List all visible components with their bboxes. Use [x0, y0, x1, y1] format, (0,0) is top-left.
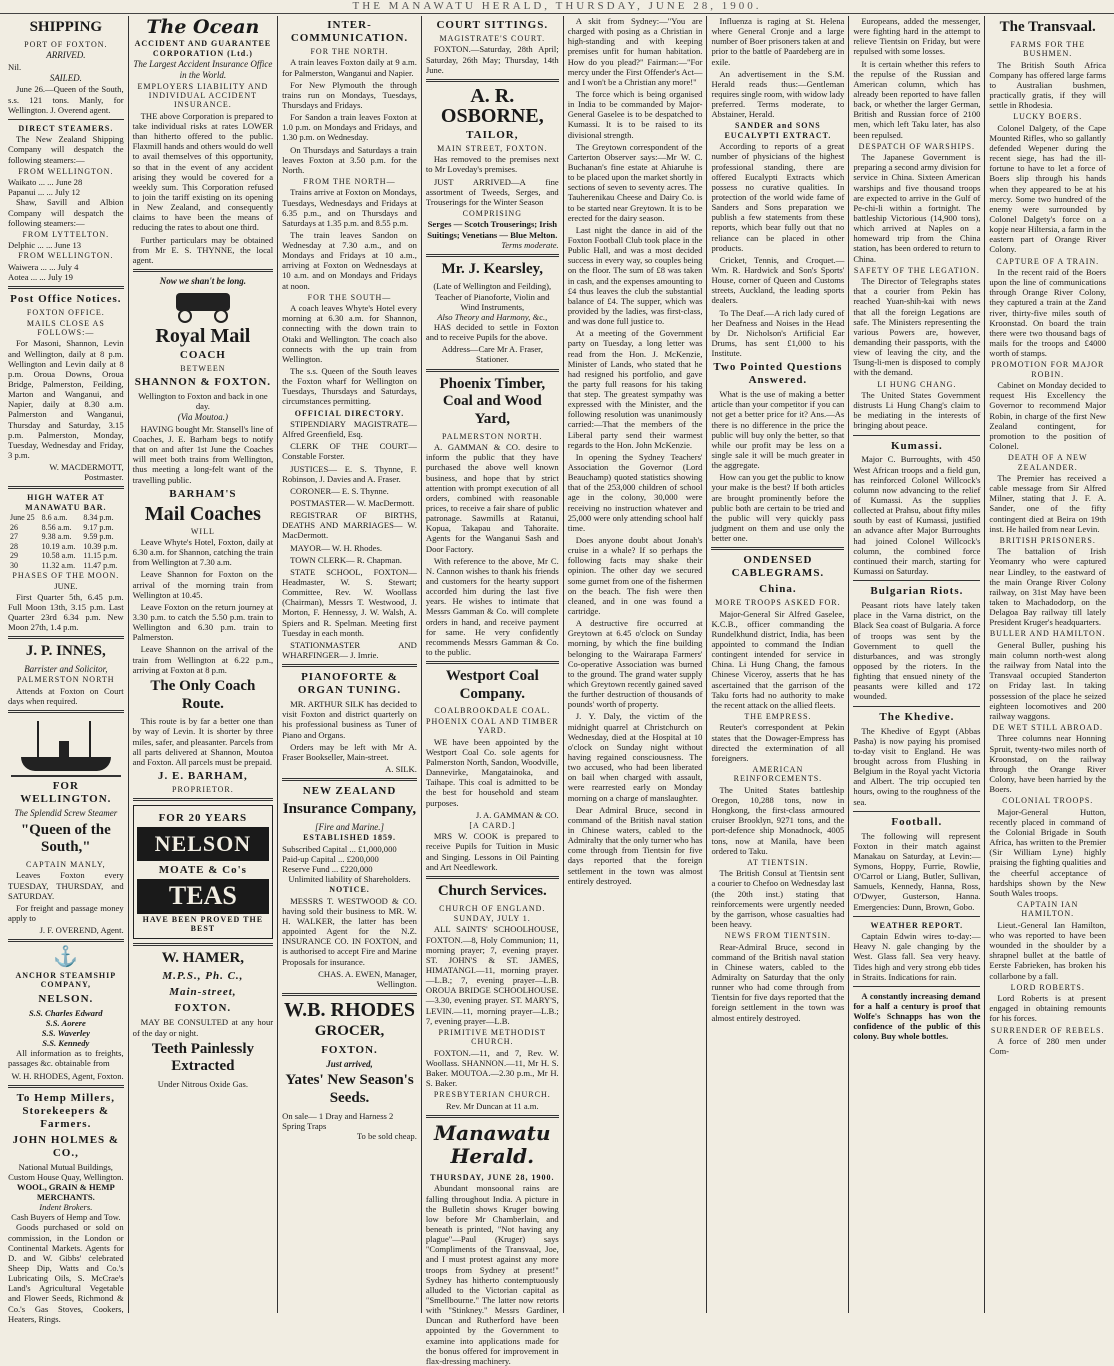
lihung-text: The United States Government distrusts Li Hung Chang's claim to be mediating in the interests of bringing about peace. [853, 389, 981, 431]
yates-seeds: Yates' New Season's Seeds. [285, 1072, 414, 1106]
westport-title: Westport Coal Company. [445, 668, 539, 702]
news-paragraph: It is certain whether this refers to the repulse of the Russian and American column, which has already been reported to have fallen back, or whether the larger German, British and Russian force of 2100 men, which left Taku later, has also been repulsed. [853, 58, 981, 140]
tide-cell: 8.6 a.m. [41, 513, 68, 523]
two-pointed-title: Two Pointed Questions Answered. [713, 361, 843, 387]
direct-steamers-heading: DIRECT STEAMERS. [18, 123, 114, 133]
tide-title: HIGH WATER AT MANAWATU BAR. [25, 493, 107, 512]
rhodes-title: W.B. RHODES [284, 999, 415, 1022]
death-text: The Premier has received a cable message from Sir Alfred Milner, stating that J. F. A. Sander, one of the fifty contingent died at Beira on 19th inst. He hailed from near Levin. [989, 472, 1107, 534]
directory-entry: STATE SCHOOL, FOXTON— Headmaster, W. S. Stewart; Committee, Rev. W. Woollass (Chairman), Messrs T. Westwood, J. Morton, F. Hennessy, J. W. Walsh, A. Spiers and R. Spelman. Meeting first Tuesday in each month. [282, 566, 417, 638]
farms-heading: FARMS FOR THE BUSHMEN. [1010, 39, 1085, 59]
tide-cell: 9.17 p.m. [83, 522, 114, 532]
arrived-value: Nil. [8, 61, 22, 72]
established: ESTABLISHED 1859. [303, 833, 396, 843]
coach-schedule: Leave Shannon for Foxton on the arrival of the morning train from Wellington at 10.45. [132, 569, 274, 600]
despatch-text: The Japanese Government is preparing a second army division for service in China. Sixteen American warships and five thousand troops are expected to arrive in the Gulf of Pe-chi-li within a fortnight. The battleship Victorious (14,900 tons), which arrived at Naples on a homeward trip from the China station, has been ordered to return to China. [853, 152, 981, 264]
teas-banner: TEAS [137, 879, 269, 914]
tide-cell: 11.47 p.m. [83, 560, 118, 570]
coach-icon [168, 289, 238, 323]
post-office-title: Post Office Notices. [10, 293, 122, 306]
news-paragraph: Does anyone doubt about Jonah's cruise in a whale? If so perhaps the following facts may shake their opinion. The other day we secured some gurnet from one of the fishermen on the beach. The fish were then cleaned, and in one was found a cartridge. [567, 535, 703, 617]
piano-orders: Orders may be left with Mr A. Fraser Bookseller, Main-street. [282, 741, 417, 762]
news-paragraph: The Greytown correspondent of the Carterton Observer says:—Mr W. C. Buchanan's fine estate at Ahiaruhe is to be placed upon the market shortly in sections of seven to seventy acres. The Tauherenikau Cheese and Dairy Co. is to be started near Greytown. It is to be erected for the dairy season. [567, 141, 703, 223]
news-paragraph: Cricket, Tennis, and Croquet.—Wm. R. Hardwick and Son's Sports' House, corner of Queen and Customs streets, Auckland, the leading sports dealers. [711, 254, 845, 306]
column-2 [129, 16, 278, 1313]
train-text: For Sandon a train leaves Foxton at 1.0 p.m. on Mondays and Fridays, and 1.30 p.m. on Wednesday. [282, 112, 417, 143]
nelson-banner: NELSON [137, 827, 269, 861]
dewet-text: Three columns near Honning Spruit, twenty-two miles north of Kroonstad, on the railway through the Orange River Colony, have been harried by the Boers. [989, 733, 1107, 795]
coalbrook: COALBROOKDALE COAL. [434, 706, 551, 716]
ship-name: S.S. Waverley [41, 1028, 90, 1039]
barhams: BARHAM'S [169, 487, 237, 500]
inter-title: INTER-COMMUNICATION. [290, 19, 409, 44]
will: WILL [190, 526, 215, 536]
notice-text: MESSRS T. WESTWOOD & CO. having sold their business to MR. W. H. WALKER, the latter has been appointed Agent for the N.Z. INSURANCE CO. IN FOXTON, and is authorised to accept Fire and Marine Proposals for insurance. [282, 895, 417, 967]
directory-entry: POSTMASTER— W. MacDermott. [290, 498, 415, 509]
arrived-heading: ARRIVED. [46, 50, 86, 61]
ocean-tag: The Largest Accident Insurance Office in the World. [133, 59, 273, 80]
column-6 [707, 16, 849, 1313]
piano-title: PIANOFORTE & ORGAN TUNING. [297, 671, 402, 697]
editorial-text: Abundant monsoonal rains are falling throughout India. A picture in the Bulletin shows Kruger bowing low before Mr Chamberlain, and beneath is printed, "Not having any plague"—Paul (Kruger) says "Compliments of the Transvaal, Joe, and I must protest against any more troops from Sydney at present!" Sydney has hitherto contemptuously alluded to the Victorian capital as "Smellbourne." The latter now retorts with "Stinkney." Messrs Gardiner, Duncan and Rutherford have been appointed by the Government to examine into applications made for the bonus offered for improvement in flax-dressing machinery. [425, 1183, 559, 1366]
wgtn-day: Wellington to Foxton and back in one day. [138, 390, 268, 412]
holmes-address: National Mutual Buildings, Custom House Quay, Wellington. [8, 1161, 124, 1182]
silk-sign: A. SILK. [385, 763, 417, 774]
column-5 [564, 16, 708, 1313]
sold-cheap: To be sold cheap. [356, 1130, 417, 1141]
grocer: GROCER, [314, 1023, 385, 1040]
port-heading: PORT OF FOXTON. [24, 39, 108, 49]
rhodes-agent: W. H. RHODES, Agent, Foxton. [11, 1070, 124, 1081]
primitive-text: FOXTON.—11, and 7, Rev. W. Woollass. SHANNON.—11, Mr H. S. Baker. MOUTOA.—2.30 p.m., Mr H. S. Baker. [425, 1047, 559, 1089]
barham-name: J. E. BARHAM, [158, 769, 248, 782]
route-text: This route is by far a better one than by way of Levin. It is shorter by three miles, safer, and pleasanter. Parcels from all parts delivered at Shannon, Moutoa and Foxton. All parcels must be prepaid. [132, 716, 274, 767]
tide-cell: June 25 [10, 513, 35, 523]
weather-heading: WEATHER REPORT. [870, 920, 964, 930]
tide-row [8, 523, 124, 532]
queen-of-the-south: "Queen of the South," [20, 821, 111, 856]
column-3 [278, 16, 422, 1313]
captain: CAPTAIN MANLY, [26, 860, 106, 870]
tide-row [8, 532, 124, 541]
herald-title: Manawatu Herald. [434, 1120, 551, 1169]
kumassi-heading: Kumassi. [891, 439, 943, 452]
cook-text: MRS W. COOK is prepared to receive Pupils for Tuition in Music and Singing. Lessons in Oil Painting and Art Needlework. [425, 831, 559, 872]
post-office-sub: FOXTON OFFICE. [26, 308, 105, 318]
coach-schedule: Leave Foxton on the return journey at 3.30 p.m. to catch the 5.50 p.m. train to Wellington and 6.30 p.m. train to Palmerston. [132, 601, 274, 643]
cash-buyers: Cash Buyers of Hemp and Tow. [11, 1212, 121, 1223]
piano-text: MR. ARTHUR SILK has decided to visit Foxton and district quarterly on his professional business as Tuner of Piano and Organs. [282, 699, 417, 740]
sailed-text: June 26.—Queen of the South, s.s. 121 tons. Manly, for Wellington. J. Overend agent. [8, 84, 124, 115]
osborne-text: Has removed to the premises next to Mr Loveday's premises. [425, 154, 559, 175]
phoenix-title: Phoenix Timber, Coal and Wood Yard, [439, 375, 546, 427]
khedive-text: The Khedive of Egypt (Abbas Pasha) is now paying his promised to-day visit to England. He was brought across from Flushing in Belgium in the Royal yacht Victoria and Albert. The trip occupied ten hours, owing to the roughness of the sea. [853, 725, 981, 807]
postmaster-sign: W. MACDERMOTT, Postmaster. [49, 462, 124, 483]
tide-cell: 29 [10, 551, 18, 561]
hemp-title: To Hemp Millers, Storekeepers & Farmers. [16, 1091, 116, 1130]
westport-text: WE have been appointed by the Westport Coal Co. sole agents for Palmerston North, Sandon, Woodville, Dannevirke, Mangatainoka, and Taihape. This coal is admitted to be the best for household and steam purposes. [425, 736, 559, 808]
news-paragraph: At a meeting of the Government party on Tuesday, a long letter was read from the Hon. J. McKenzie, Minister of Lands, who stated that he had resigned his portfolio, and gave the party full reasons for his taking that step. The greatest sympathy was expressed with the Minister, and the following resolution was unanimously carried:—That the members of the Liberal party send their warmest regards to the Hon. John McKenzie. [567, 328, 703, 450]
kearsley-text: HAS decided to settle in Foxton and to receive Pupils for the above. [425, 322, 559, 343]
safety-heading: SAFETY OF THE LEGATION. [853, 265, 980, 275]
sailing-row: Waikato ... ... June 28 [8, 177, 83, 188]
tide-table [8, 513, 124, 570]
for-south-heading: FOR THE SOUTH— [307, 292, 392, 302]
ocean-title: The Ocean [146, 16, 260, 38]
having-text: HAVING bought Mr. Stansell's line of Coaches, J. E. Barham begs to notify that on and after 1st June the Coaches will meet both trains from Wellington, thus meeting a long-felt want of the travelling public. [132, 423, 274, 485]
two-pointed-text-2: How can you get the public to know your make is the best? If both articles are brought prominently before the public both are certain to be tried and the public will very quickly pass judgment on them and use only the better one. [711, 472, 845, 544]
hamilton-text: Lieut.-General Ian Hamilton, who was reported to have been wounded in the shoulder by a shrapnel bullet at the battle of Eerste Fabrieken, has broken his collarbone by a fall. [989, 919, 1107, 981]
consulted-text: MAY BE CONSULTED at any hour of the day or night. [132, 1017, 274, 1038]
nitrous-gas: Under Nitrous Oxide Gas. [157, 1079, 248, 1090]
wool-merchants: WOOL, GRAIN & HEMP MERCHANTS. [16, 1181, 115, 1202]
moon-title: PHASES OF THE MOON. [12, 570, 120, 580]
ocean-further: Further particulars may be obtained from Mr E. S. THYNNE, the local agent. [132, 234, 274, 265]
empress-text: Reuter's correspondent at Pekin states that the Dowager-Empress has directed the extermination of all foreigners. [711, 722, 845, 763]
card-heading: [A CARD.] [469, 820, 516, 830]
herald-date: THURSDAY, JUNE 28, 1900. [430, 1173, 555, 1183]
gamman-sign: J. A. GAMMAN & CO. [475, 809, 559, 820]
train-text: The train leaves Sandon on Wednesday at 7.30 a.m., and on Mondays and Fridays at 10 a.m., arriving at Foxton on Wednesdays at 10 a.m. and on Mondays and Fridays at noon. [282, 229, 417, 291]
columns [4, 16, 1110, 1366]
osborne-goods: Serges — Scotch Trouserings; Irish Suitings; Venetians — Blue Melton. [427, 219, 558, 240]
sanders-heading: SANDER and SONS EUCALYPTI EXTRACT. [724, 121, 832, 140]
news-paragraph: In opening the Sydney Teachers' Association the Governor (Lord Beauchamp) quoted statistics showing that of the 253,000 children of school age in the colony, 30,000 were receiving no instruction whatever and 25,000 were only attending school half time. [567, 451, 703, 533]
wolfe-ad: A constantly increasing demand for a half a century is proof that Wolfe's Schnapps has won the confidence of the public of this colony. Buy whole bottles. [853, 990, 981, 1042]
column-1 [4, 16, 129, 1324]
promotion-text: Cabinet on Monday decided to request His Excellency the Governor to recommend Major Robin, in charge of the first New Zealand contingent, for promotion to the position of Colonel. [989, 380, 1107, 451]
phoenix-place: PALMERSTON NORTH. [442, 431, 543, 441]
directory-entry: MAYOR— W. H. Rhodes. [290, 542, 382, 553]
despatch-heading: DESPATCH OF WARSHIPS. [858, 141, 976, 151]
tide-cell: 30 [10, 560, 18, 570]
empress-heading: THE EMPRESS. [744, 712, 812, 722]
nz-title: NEW ZEALAND [302, 785, 397, 798]
football-heading: Football. [891, 815, 943, 828]
kearsley-sub: (Late of Wellington and Feilding), Teacher of Pianoforte, Violin and Wind Instruments, [433, 281, 552, 312]
primitive-heading: PRIMITIVE METHODIST CHURCH. [438, 1027, 547, 1047]
news-paragraph: Influenza is raging at St. Helena where General Cronje and a large number of Boer prisoners taken at and prior to the battle of Paardeberg are in exile. [711, 16, 845, 67]
two-pointed-text: What is the use of making a better article than your competitor if you can not get a better price for it? Ans.—As there is no difference in the price the public will buy only the better, so that while our profit may be less on a single sale it will be much greater in the aggregate. [711, 389, 845, 471]
holmes-name: JOHN HOLMES & CO., [12, 1133, 120, 1159]
train-text: On Thursdays and Saturdays a train leaves Foxton at 3.50 p.m. for the North. [282, 144, 417, 175]
osborne-street: MAIN STREET, FOXTON. [437, 143, 548, 153]
lucky-text: Colonel Dalgety, of the Cape Mounted Rifles, who so gallantly defended Wepener during the recent siege, has had the ill-fortune to have to let a force of Boers slip through his hands when they appeared to be at his mercy. Some two hundred of the enemy were surrounded by Colonel Dalgety's force on a kopje near Hiltersia, a farm in the eastern part of Orange River Colony. [989, 122, 1107, 255]
column-8 [985, 16, 1110, 1313]
moon-month: JUNE. [54, 581, 78, 592]
church-date: SUNDAY, JULY 1. [453, 914, 531, 923]
news-paragraph: Last night the dance in aid of the Foxton Football Club took place in the Public Hall, and was a most decided success in every way, so couples being on the floor. The sum of £8 was taken in cash, and the expenses amounting to £4 thus leaves the club the substantial balance of £4. The supper, which was provided by the ladies, was first-class, and was done full justice to. [567, 224, 703, 327]
steamship-icon [11, 717, 121, 777]
directory-entry: STATIONMASTER AND WHARFINGER— J. Imrie. [282, 639, 417, 660]
column-4 [422, 16, 564, 1366]
coach-schedule: Leave Shannon on the arrival of the train from Wellington at 6.22 p.m., arriving at Foxton at 8 p.m. [132, 644, 274, 675]
train-text: Trains arrive at Foxton on Mondays, Tuesdays, Wednesdays and Fridays at 6.35 p.m., and on Thursdays and Saturdays at 1.35 p.m. and 8.55 p.m. [282, 187, 417, 228]
transvaal-heading: The Transvaal. [999, 19, 1096, 35]
tientsin-text: The British Consul at Tientsin sent a courier to Chefoo on Wednesday last (the 20th inst.) stating that reinforcements were urgently needed by the garrison, whose casualties had been heavy. [711, 868, 845, 930]
roberts-text: Lord Roberts is at present engaged in obtaining remounts for his forces. [989, 993, 1107, 1024]
nelson-heading: NELSON. [38, 992, 94, 1005]
safety-text: The Director of Telegraphs states that a courier from Pekin has reached Yuan-shih-kai with news that all the foreign Legations are safe. The Ministers representing the various Powers are, however, demanding their passports, with the view of leaving the city, and the Tsung-li-men is disposed to comply with the demand. [853, 276, 981, 378]
tide-cell: 11.15 p.m. [83, 551, 118, 561]
directory-entry: CORONER— E. S. Thynne. [290, 485, 389, 496]
capture-text: In the recent raid of the Boers upon the line of communications through Orange River Colony, they captured a train at the Zand river, thirty-five miles south of Kroonstad. On board the train there were two thousand bags of mails for the troops and £4000 worth of stamps. [989, 266, 1107, 359]
moate-co: MOATE & Co's [158, 864, 247, 877]
tide-row [8, 561, 124, 570]
football-text: The following will represent Foxton in their match against Manakau on Saturday, at Levin:—Symons, Hoppy, Furrie, Rowlie, O'Carrol or Liang, Butler, Sullivan, Samuels, Kennedy, Hanna, Ross, O'Dwyer, Gusterson, Hanna. Emergencies: Dunn, Brown, Gobo. [853, 830, 981, 912]
from-north-heading: FROM THE NORTH— [303, 176, 396, 186]
ocean-sub: ACCIDENT AND GUARANTEE CORPORATION (Ltd.) [134, 39, 272, 58]
rhodes-foxton: FOXTON. [321, 1043, 378, 1056]
prisoners-text: The battalion of Irish Yeomanry who were captured near Lindley, to the eastward of the main Orange River Colony railway, on 31st May have been taken to Machadodorp, on the Delagoa Bay railway till lately President Kruger's headquarters. [989, 546, 1107, 628]
anchor-icon: ⚓ [53, 946, 79, 969]
prisoners-heading: BRITISH PRISONERS. [999, 535, 1096, 545]
shan-t-be-long: Now we shan't be long. [159, 275, 247, 286]
church-england: CHURCH OF ENGLAND. [439, 903, 546, 913]
on-sale: On sale— 1 Dray and Harness 2 Spring Traps [282, 1110, 394, 1131]
holmes-text: Goods purchased or sold on commission, in the London or Continental Markets. Agents for D. and W. Gibbs' celebrated Sheep Dip, Watts and Co.'s Lubricating Oils, S. McCrae's Land's Agricultural Vegetable and Flower Seeds, Richmond & Co.'s Gas Stoves, Cookers, Heaters, Rings. [8, 1222, 124, 1324]
innes-place: PALMERSTON NORTH [17, 675, 115, 685]
coach-heading: COACH [179, 348, 226, 361]
ship-name: S.S. Kennedy [42, 1038, 90, 1049]
tide-cell: 28 [10, 541, 18, 551]
american-heading: AMERICAN REINFORCEMENTS. [733, 765, 823, 784]
news-tientsin-text: Rear-Admiral Bruce, second in command of the British naval station in Chinese waters, cabled to the Admiralty on Saturday that the only runner who had come through from Tientsin for five days reported that the foreign settlement in the town was almost entirely destroyed. [711, 941, 845, 1023]
train-text: For New Plymouth the through trains run on Mondays, Tuesdays, Thursdays and Fridays. [282, 79, 417, 110]
dewet-heading: DE WET STILL ABROAD. [992, 722, 1103, 732]
tide-row [8, 551, 124, 560]
fire-marine: [Fire and Marine.] [315, 821, 384, 832]
news-paragraph: To The Deaf.—A rich lady cured of her Deafness and Noises in the Head by Dr. Nicholson's Artificial Ear Drums, has sent £1,000 to his Institute. [711, 307, 845, 359]
khedive-heading: The Khedive. [879, 710, 955, 723]
tide-cell: 10.58 a.m. [41, 551, 76, 561]
directory-entry: REGISTRAR OF BIRTHS, DEATHS AND MARRIAGES— W. MacDermott. [282, 510, 417, 541]
for-20-years: FOR 20 YEARS [158, 812, 248, 825]
presbyterian-text: Rev. Mr Duncan at 11 a.m. [445, 1100, 539, 1111]
innes-name: J. P. INNES, [25, 643, 106, 660]
bulgarian-text: Peasant riots have lately taken place in the Varna district, on the Black Sea coast of Bulgaria. A force of troops was sent by the Government to quell the disturbances, and was strongly opposed by the rioters. In the fighting that ensued ninety of the peasants were killed and 172 wounded. [853, 600, 981, 702]
more-troops-heading: MORE TROOPS ASKED FOR. [715, 598, 841, 608]
ship-name: S.S. Aorere [45, 1017, 86, 1028]
kearsley-also: Also Theory and Harmony, &c., [437, 311, 548, 322]
steamer-intro: The Splendid Screw Steamer [14, 808, 118, 819]
osborne-name: A. R. OSBORNE, [440, 84, 544, 127]
surrender-text: A force of 280 men under Com- [989, 1035, 1107, 1057]
tientsin-heading: AT TIENTSIN. [747, 857, 809, 867]
hamilton-heading: CAPTAIN IAN HAMILTON. [1017, 899, 1079, 919]
tide-cell: 8.56 a.m. [41, 522, 72, 532]
tide-row [8, 513, 124, 522]
main-street: Main-street, [169, 986, 237, 999]
ships-list [8, 1008, 124, 1049]
magistrate-heading: MAGISTRATE'S COURT. [439, 33, 546, 43]
via-moutoa: (Via Moutoa.) [177, 412, 229, 423]
capital-row: Paid-up Capital ... £200,000 [282, 853, 379, 864]
queen-text: Leaves Foxton every TUESDAY, THURSDAY, and SATURDAY. [8, 870, 124, 901]
overend-agent: J. F. OVEREND, Agent. [39, 925, 124, 936]
sailing-row: Waiwera ... ... July 4 [8, 261, 79, 272]
directory-entry: STIPENDIARY MAGISTRATE— Alfred Greenfield, Esq. [282, 419, 417, 440]
ewen-sign: CHAS. A. EWEN, Manager, Wellington. [318, 968, 417, 989]
comprising: COMPRISING [462, 208, 522, 218]
directory-entry: TOWN CLERK— R. Chapman. [290, 554, 402, 565]
shannon-foxton: SHANNON & FOXTON. [134, 375, 272, 388]
ship-name: S.S. Charles Edward [29, 1007, 103, 1018]
weather-text: Captain Edwin wires to-day:—Heavy N. gale changing by the West. Glass fall. Sea very heavy. Tides high and very strong ebb tides in Straits. Indications for rain. [853, 931, 981, 982]
farms-text: The British South Africa Company has offered large farms to Australian bushmen, practically gratis, if they will settle in Rhodesia. [989, 59, 1107, 111]
employers-heading: EMPLOYERS LIABILITY AND INDIVIDUAL ACCIDENT INSURANCE. [137, 81, 269, 110]
tailor: TAILOR, [466, 128, 519, 141]
mail-coaches: Mail Coaches [144, 502, 261, 525]
tide-cell: 8.34 p.m. [83, 513, 114, 523]
indent-brokers: Indent Brokers. [39, 1202, 93, 1213]
tide-cell: 26 [10, 522, 18, 532]
for-north-heading: FOR THE NORTH. [310, 46, 389, 56]
official-directory: OFFICIAL DIRECTORY. [294, 408, 405, 418]
sailing-row: Papanui ... ... July 12 [8, 187, 81, 198]
sailing-row: Delphic ... ... June 13 [8, 240, 82, 251]
tide-cell: 9.38 a.m. [41, 532, 72, 542]
train-text: A train leaves Foxton daily at 9 a.m. for Palmerston, Wanganui and Napier. [282, 57, 417, 78]
for-wellington: FOR WELLINGTON. [20, 780, 112, 806]
masthead: THE MANAWATU HERALD, THURSDAY, JUNE 28, 1900. [0, 0, 1114, 14]
teeth-heading: Teeth Painlessly Extracted [151, 1040, 255, 1075]
terms: Terms moderate. [501, 239, 559, 250]
death-heading: DEATH OF A NEW ZEALANDER. [1007, 453, 1088, 472]
phoenix-text-2: With reference to the above, Mr C. N. Cannon wishes to thank his friends and customers for the hearty support accorded him during the last five years. He wishes to intimate that Messrs Gamman & Co. will complete orders in hand, and receive payment for same. He very confidently recommends Messrs Gamman & Co. to the public. [425, 555, 559, 657]
presbyterian-heading: PRESBYTERIAN CHURCH. [433, 1090, 551, 1100]
colonial-text: Major-General Hutton, recently placed in command of the Colonial Brigade in South Africa, has written to the Premier (Sir William Lyne) highly praising the fighting qualities and the cheerful acceptance of hardships shown by the New South Wales troops. [989, 806, 1107, 898]
mails-heading: MAILS CLOSE AS FOLLOWS:— [26, 318, 105, 338]
sailed-heading: SAILED. [49, 72, 82, 83]
news-paragraph: A skit from Sydney:—"You are charged with posing as a Christian in high-standing and with keeping premises unfit for human habitation. How do you plead?" Fairman:—"For mercy under the First Offender's Act—and I won't be a Christian any more!" [567, 16, 703, 87]
nelson-teas-ad [133, 805, 273, 938]
news-tientsin-heading: NEWS FROM TIENTSIN. [724, 931, 831, 941]
news-paragraph: The force which is being organised in India to be commanded by Major-General Gaselee is to be despatched to Kumassi. It is to be raised to its divisional strength. [567, 88, 703, 140]
news-paragraph: J. Y. Daly, the victim of the midnight quarrel at Christchurch on Wednesday, died at the Hospital at 10 o'clock on Sunday night without having regained consciousness. The two accused, who had been liberated on bail when charged with assault, were rearrested early on Monday morning on a charge of manslaughter. [567, 711, 703, 803]
innes-title: Barrister and Solicitor, [24, 663, 108, 674]
hamer-name: W. HAMER, [161, 949, 245, 966]
court-title: COURT SITTINGS. [436, 19, 549, 31]
column-7 [849, 16, 985, 1313]
kearsley-address: Address—Care Mr A. Fraser, Stationer. [441, 344, 543, 365]
sanders-text: According to reports of a great number of physicians of the highest professional standing, there are offered Eucalypti Extracts which possess no curative qualities. In protection of the world wide fame of Sanders and Sons preparation we publish a few statements from these reports, which bear fully out that no reliance can be placed in other products. [711, 141, 845, 253]
train-text: A coach leaves Whyte's Hotel every morning at 6.30 a.m. for Shannon, connecting with the down train to Otaki and Wellington. The coach also connects with the up train from Wellington. [282, 303, 417, 364]
lihung-heading: LI HUNG CHANG. [877, 379, 957, 389]
capital-row: Subscribed Capital ... £1,000,000 [282, 843, 397, 854]
from-lyttelton-heading: FROM LYTTELTON. [22, 229, 110, 239]
sailing-row: Aotea ... ... July 19 [8, 272, 73, 283]
mails-text: For Masoni, Shannon, Levin and Wellington, daily at 8 p.m. Wellington and Levin daily at 8 p.m. Oroua Downs, Oroua Bridge, Palmerston, Feilding, Marton and Wanganui, and Napier, daily at 8.30 a.m. Palmerston and Wanganui, Thursday and Saturday, 3.15 p.m. Palmerston, Monday, Tuesday, Wednesday and Friday, 3 p.m. [8, 338, 124, 461]
direct-text: The New Zealand Shipping Company will despatch the following steamers:— [8, 134, 124, 165]
unlimited: Unlimited liability of Shareholders. [288, 874, 411, 885]
china-text: Major-General Sir Alfred Gaselee, K.C.B., officer commanding the Rundelkhund district, India, has been appointed to command the Indian contingent intended for service in China. Li Hung Chang, the famous Chinese Viceroy, asserts that he has ascertained that the garrison of the Taku forts had no authority to make the recent attack on the allied fleets. [711, 608, 845, 710]
capture-heading: CAPTURE OF A TRAIN. [996, 256, 1100, 266]
kumassi-text: Major C. Burroughts, with 450 West African troops and a field gun, has reinforced Colonel Willcock's column now advancing to the relief of Kumassi. As the supplies collected at Prahsu, about fifty miles south by east of Kumassi, justified an advance after Major Burroughts had joined Colonel Willcock's column, the combined force continued their march, starting for Kumassi on Saturday. [853, 454, 981, 577]
court-text: FOXTON.—Saturday, 28th April; Saturday, 26th May; Thursday, 14th June. [425, 44, 559, 75]
phoenix-text: A. GAMMAN & CO. desire to inform the public that they have purchased the above well known business, and hope that by strict attention with prompt execution of all orders, combined with reasonable prices, to receive a fair share of public patronage. Sawmills at Ratanui, Kopua, Takapau and Tahoraite. Agents for the Wanganui Sash and Door Factory. [425, 442, 559, 554]
insurance-company: Insurance Company, [282, 801, 417, 818]
cablegrams-title: ONDENSED CABLEGRAMS. [731, 554, 825, 580]
directory-entry: JUSTICES— E. S. Thynne, F. Robinson, J. Davies and A. Fraser. [282, 463, 417, 484]
roberts-heading: LORD ROBERTS. [1010, 982, 1085, 992]
church-services: ALL SAINTS' SCHOOLHOUSE, FOXTON.—8, Holy Communion; 11, morning prayer; 7, evening prayer. ST. JOHN'S & ST. JAMES, HIMATANGI.—11, morning prayer.—L.B.; 7, evening prayer—L.B. OROUA BRIDGE SCHOOLHOUSE.—3.30, evening prayer. ST. MARY'S, LEVIN.—11, morning prayer—L.B.; 7, evening prayer—L.B. [425, 924, 559, 1026]
tide-cell: 27 [10, 532, 18, 542]
buller-text: General Buller, pushing his main column north-west along the railway from Natal into the Transvaal occupied Standerton on Friday last. In taking possession of the place he seized eighteen locomotives and 200 railway waggons. [989, 639, 1107, 721]
buller-heading: BULLER AND HAMILTON. [989, 629, 1106, 639]
tide-cell: 10.19 a.m. [41, 541, 76, 551]
proprietor: PROPRIETOR. [172, 784, 234, 794]
shipping-title: SHIPPING [29, 19, 103, 35]
from-wellington-heading: FROM WELLINGTON. [18, 166, 114, 176]
tide-row [8, 542, 124, 551]
hamer-mps: M.P.S., Ph. C., [162, 970, 244, 983]
osborne-arrived: JUST ARRIVED—A fine assortment of Tweeds, Serges, and Trouserings for the Winter Season [425, 176, 559, 207]
train-text: The s.s. Queen of the South leaves the Foxton wharf for Wellington on Tuesdays, Thursdays and Saturdays, circumstances permitting. [282, 366, 417, 407]
royal-mail: Royal Mail [155, 324, 251, 347]
surrender-heading: SURRENDER OF REBELS. [990, 1025, 1105, 1035]
church-title: Church Services. [437, 882, 547, 899]
between: BETWEEN [180, 363, 226, 373]
news-paragraph: A destructive fire occurred at Greytown at 6.45 o'clock on Sunday morning, by which the fine building belonging to the Wairarapa Farmers' Co-operative Association was burned to the ground. The grand water supply which Greytown recently gained saved the further destruction of thousands of pounds' worth of property. [567, 618, 703, 710]
anchor-text: All information as to freights, passages &c. obtainable from [8, 1048, 124, 1069]
american-text: The United States battleship Oregon, 10,288 tons, now in Hongkong, the first-class armoured cruiser Brooklyn, 9271 tons, and the port-defence ship Monadnock, 4005 tons, now at Manila, have been ordered to Taku. [711, 784, 845, 856]
notice-heading: NOTICE. [329, 885, 370, 895]
bulgarian-heading: Bulgarian Riots. [870, 585, 964, 598]
only-coach-route: The Only Coach Route. [150, 677, 256, 712]
innes-text: Attends at Foxton on Court days when required. [8, 685, 124, 706]
teas-tag: HAVE BEEN PROVED THE BEST [142, 914, 264, 934]
tide-cell: 10.39 p.m. [83, 541, 118, 551]
promotion-heading: PROMOTION FOR MAJOR ROBIN. [991, 360, 1105, 379]
lucky-heading: LUCKY BOERS. [1013, 112, 1083, 122]
directory-entry: CLERK OF THE COURT— Constable Forster. [282, 441, 417, 462]
shaw-text: Shaw, Savill and Albion Company will despatch the following steamers:— [8, 197, 124, 228]
news-paragraph: Dear Admiral Bruce, second in command of the British naval station in Chinese waters, cabled to the Admiralty that the only turner who has come through from Tientsin for five days reported that the foreign settlement in the town was almost entirely destroyed. [567, 804, 703, 886]
ocean-text: THE above Corporation is prepared to take individual risks at rates LOWER than hitherto offered to the public. Flaxmill hands and others would do well to avail themselves of this opportunity, so that in the event of any accident arising they would be covered for a weekly sum. This Corporation refused to join the tariff existing on its opening in New Zealand, and consequently claims to have been the means of reducing the rates to about one third. [132, 110, 274, 233]
just-arrived: Just arrived, [326, 1058, 373, 1069]
hamer-foxton: FOXTON. [174, 1002, 232, 1015]
china-heading: China. [759, 583, 797, 596]
kearsley-name: Mr. J. Kearsley, [441, 260, 544, 277]
moon-text: First Quarter 5th, 6.45 p.m. Full Moon 13th, 3.15 p.m. Last Quarter 23rd 6.34 p.m. New Moon 27th, 1.4 p.m. [8, 591, 124, 632]
coach-schedule: Leave Whyte's Hotel, Foxton, daily at 6.30 a.m. for Shannon, catching the train from Wellington at 7.30 a.m. [132, 537, 274, 568]
tide-cell: 11.32 a.m. [41, 560, 76, 570]
anchor-company: ANCHOR STEAMSHIP COMPANY, [15, 970, 117, 990]
capital-row: Reserve Fund ... £220,000 [282, 864, 373, 875]
news-paragraph: An advertisement in the S.M. Herald reads thus:—Gentleman requires single room, with widow lady preferred. Terms moderate, to Abstainer, Herald. [711, 68, 845, 120]
freight-text: For freight and passage money apply to [8, 902, 124, 924]
colonial-heading: COLONIAL TROOPS. [1002, 796, 1094, 806]
news-paragraph: Europeans, added the messenger, were fighting hard in the attempt to relieve Tientsin on Friday, but were repulsed with some losses. [853, 16, 981, 57]
from-wellington-heading-2: FROM WELLINGTON. [18, 251, 114, 261]
phoenix-coal: PHOENIX COAL AND TIMBER YARD. [426, 716, 559, 736]
tide-cell: 9.59 p.m. [83, 532, 114, 542]
